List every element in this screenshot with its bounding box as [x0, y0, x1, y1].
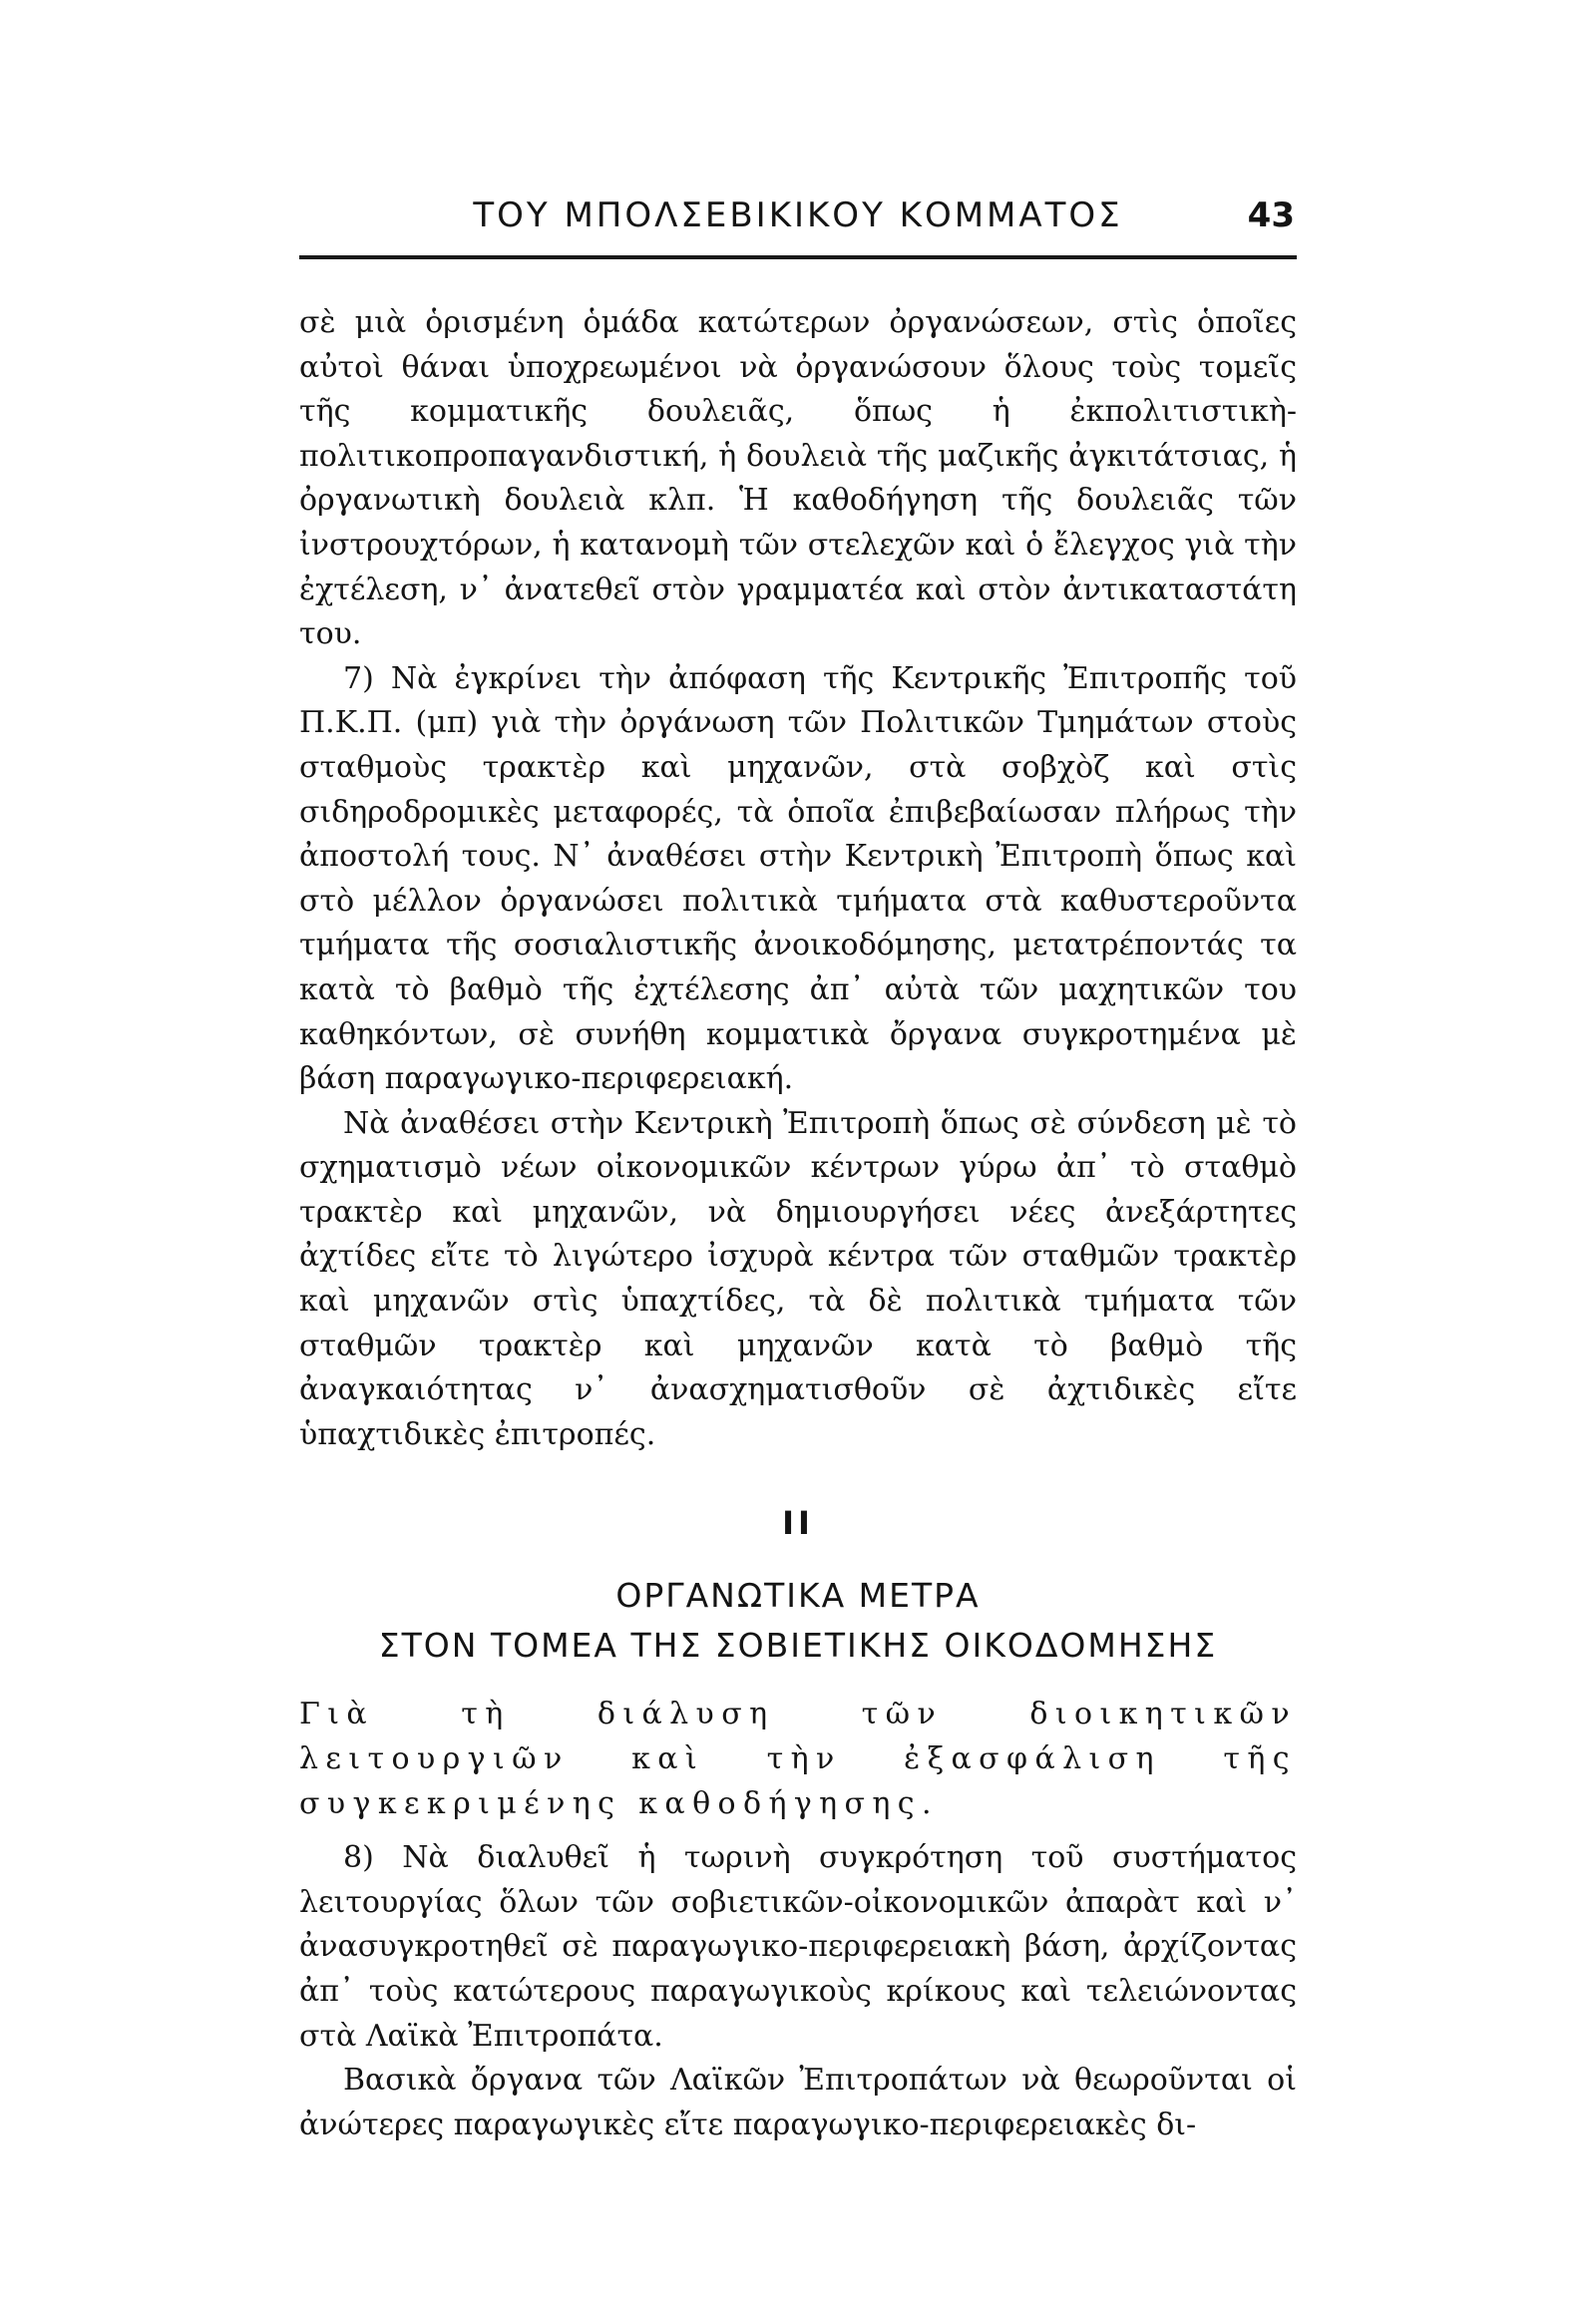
paragraph-item-8: 8) Νὰ διαλυθεῖ ἡ τωρινὴ συγκρότηση τοῦ συστήματος λειτουργίας ὅλων τῶν σοβιετικῶν-οἰκονομικῶν ἀπαρὰτ καὶ ν᾽ ἀνασυγκροτηθεῖ σὲ παραγωγικο-περιφερειακὴ βάση, ἀρχίζοντας ἀπ᾽ τοὺς κατώτερους παραγωγικοὺς κρίκους καὶ τελειώνοντας στὰ Λαϊκὰ Ἐπιτροπάτα. [299, 1840, 1297, 2054]
paragraph-basic-organs: Βασικὰ ὄργανα τῶν Λαϊκῶν Ἐπιτροπάτων νὰ θεωροῦνται οἱ ἀνώτερες παραγωγικὲς εἴτε παραγωγικο-περιφερειακὲς δι- [299, 2063, 1297, 2142]
page-number: 43 [1247, 195, 1295, 235]
section-number: ΙΙ [782, 1504, 814, 1543]
running-head [299, 195, 1297, 245]
section-heading-line-2: ΣΤΟΝ ΤΟΜΕΑ ΤΗΣ ΣΟΒΙΕΤΙΚΗΣ ΟΙΚΟΔΟΜΗΣΗΣ [378, 1626, 1218, 1666]
section-subheading: Γιὰ τὴ διάλυση τῶν διοικητικῶν λειτουργιῶν καὶ τὴν ἐξασφάλιση τῆς συγκεκριμένης καθοδήγησης. [299, 1697, 1297, 1821]
paragraph-continuation: σὲ μιὰ ὁρισμένη ὁμάδα κατώτερων ὀργανώσεων, στὶς ὁποῖες αὐτοὶ θάναι ὑποχρεωμένοι νὰ ὀργανώσουν ὅλους τοὺς τομεῖς τῆς κομματικῆς δουλειᾶς, ὅπως ἡ ἐκπολιτιστικὴ-πολιτικοπροπαγανδιστική, ἡ δουλειὰ τῆς μαζικῆς ἀγκιτάτσιας, ἡ ὀργανωτικὴ δουλειὰ κλπ. Ἡ καθοδήγηση τῆς δουλειᾶς τῶν ἰνστρουχτόρων, ἡ κατανομὴ τῶν στελεχῶν καὶ ὁ ἔλεγχος γιὰ τὴν ἐχτέλεση, ν᾽ ἀνατεθεῖ στὸν γραμματέα καὶ στὸν ἀντικαταστάτη του. [299, 305, 1297, 652]
section-heading-line-1: ΟΡΓΑΝΩΤΙΚΑ ΜΕΤΡΑ [615, 1576, 981, 1616]
running-title: ΤΟΥ ΜΠΟΛΣΕΒΙΚΙΚΟΥ ΚΟΜΜΑΤΟΣ [473, 195, 1123, 235]
paragraph-item-7: 7) Νὰ ἐγκρίνει τὴν ἀπόφαση τῆς Κεντρικῆς Ἐπιτροπῆς τοῦ Π.Κ.Π. (μπ) γιὰ τὴν ὀργάνωση τῶν Πολιτικῶν Τμημάτων στοὺς σταθμοὺς τρακτὲρ καὶ μηχανῶν, στὰ σοβχὸζ καὶ στὶς σιδηροδρομικὲς μεταφορές, τὰ ὁποῖα ἐπιβεβαίωσαν πλήρως τὴν ἀποστολή τους. Ν᾽ ἀναθέσει στὴν Κεντρικὴ Ἐπιτροπὴ ὅπως καὶ στὸ μέλλον ὀργανώσει πολιτικὰ τμήματα στὰ καθυστεροῦντα τμήματα τῆς σοσιαλιστικῆς ἀνοικοδόμησης, μετατρέποντάς τα κατὰ τὸ βαθμὸ τῆς ἐχτέλεσης ἀπ᾽ αὐτὰ τῶν μαχητικῶν του καθηκόντων, σὲ συνήθη κομματικὰ ὄργανα συγκροτημένα μὲ βάση παραγωγικο-περιφερειακή. [299, 660, 1297, 1097]
header-rule [299, 255, 1297, 259]
paragraph-assign-ce: Νὰ ἀναθέσει στὴν Κεντρικὴ Ἐπιτροπὴ ὅπως σὲ σύνδεση μὲ τὸ σχηματισμὸ νέων οἰκονομικῶν κέντρων γύρω ἀπ᾽ τὸ σταθμὸ τρακτὲρ καὶ μηχανῶν, νὰ δημιουργήσει νέες ἀνεξάρτητες ἀχτίδες εἴτε τὸ λιγώτερο ἰσχυρὰ κέντρα τῶν σταθμῶν τρακτὲρ καὶ μηχανῶν στὶς ὑπαχτίδες, τὰ δὲ πολιτικὰ τμήματα τῶν σταθμῶν τρακτὲρ καὶ μηχανῶν κατὰ τὸ βαθμὸ τῆς ἀναγκαιότητας ν᾽ ἀνασχηματισθοῦν σὲ ἀχτιδικὲς εἴτε ὑπαχτιδικὲς ἐπιτροπές. [299, 1105, 1297, 1452]
body-text [299, 301, 1297, 2147]
section-heading [299, 1571, 1297, 1671]
